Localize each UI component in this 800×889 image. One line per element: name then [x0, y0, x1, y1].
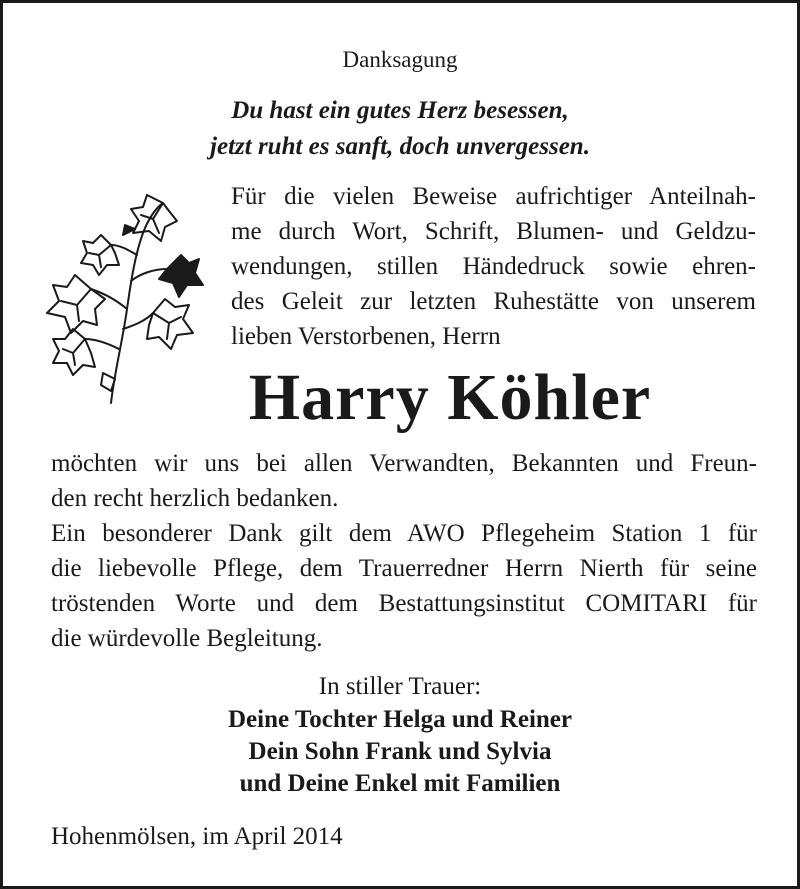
motto-line: Du hast ein gutes Herz besessen, — [231, 97, 569, 124]
family-line: Dein Sohn Frank und Sylvia — [248, 738, 552, 765]
family-signatures — [3, 704, 797, 800]
body-line: den recht herzlich bedanken. — [51, 485, 339, 512]
body-line: die liebevolle Pflege, dem Trauerredner Herrn Nierth für seine — [51, 555, 757, 582]
place-date: Hohenmölsen, im April 2014 — [51, 823, 343, 850]
intro-line: me durch Wort, Schrift, Blumen- und Geldzu- — [231, 218, 756, 245]
body-line: die würdevolle Begleitung. — [51, 625, 323, 652]
intro-paragraph — [231, 179, 756, 354]
intro-line: Für die vielen Beweise aufrichtiger Anteilnah- — [231, 183, 756, 210]
motto-verse — [3, 93, 797, 165]
body-line: möchten wir uns bei allen Verwandten, Bekannten und Freun- — [51, 450, 757, 477]
intro-line: des Geleit zur letzten Ruhestätte von unserem — [231, 288, 756, 315]
thanks-paragraph — [51, 446, 757, 656]
motto-line: jetzt ruht es sanft, doch unvergessen. — [210, 133, 590, 160]
family-line: Deine Tochter Helga und Reiner — [228, 706, 572, 733]
mourning-label: In stiller Trauer: — [318, 673, 482, 700]
family-line: und Deine Enkel mit Familien — [239, 770, 561, 797]
body-line: tröstenden Worte und dem Bestattungsinstitut COMITARI für — [51, 590, 757, 617]
intro-line: wendungen, stillen Händedruck sowie ehren- — [231, 253, 756, 280]
notice-heading: Danksagung — [342, 47, 458, 72]
intro-line: lieben Verstorbenen, Herrn — [231, 323, 501, 350]
deceased-name: Harry Köhler — [248, 361, 652, 434]
body-line: Ein besonderer Dank gilt dem AWO Pflegeheim Station 1 für — [51, 520, 757, 547]
